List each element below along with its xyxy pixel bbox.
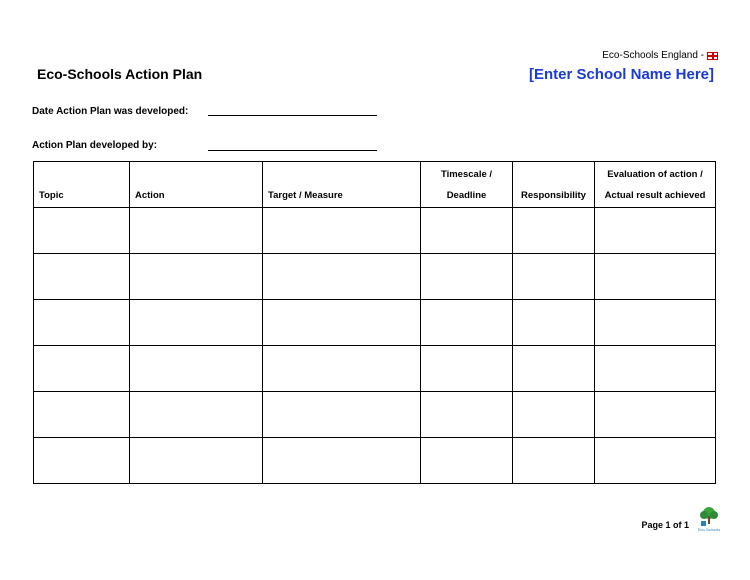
- cell-target-measure[interactable]: [263, 346, 421, 392]
- table-row: [34, 300, 716, 346]
- cell-action[interactable]: [130, 438, 263, 484]
- cell-target-measure[interactable]: [263, 392, 421, 438]
- date-developed-input-line[interactable]: [208, 115, 377, 116]
- cell-evaluation[interactable]: [595, 346, 716, 392]
- cell-target-measure[interactable]: [263, 300, 421, 346]
- column-header-action: Action: [130, 162, 263, 208]
- cell-timescale[interactable]: [421, 346, 513, 392]
- cell-topic[interactable]: [34, 254, 130, 300]
- uk-flag-icon: [707, 52, 718, 60]
- cell-responsibility[interactable]: [513, 438, 595, 484]
- cell-responsibility[interactable]: [513, 208, 595, 254]
- cell-timescale[interactable]: [421, 300, 513, 346]
- page-number: Page 1 of 1: [641, 520, 689, 530]
- column-header-target-measure: Target / Measure: [263, 162, 421, 208]
- column-header-evaluation: Evaluation of action / Actual result achieved: [595, 162, 716, 208]
- cell-timescale[interactable]: [421, 438, 513, 484]
- table-row: [34, 208, 716, 254]
- cell-target-measure[interactable]: [263, 254, 421, 300]
- cell-action[interactable]: [130, 208, 263, 254]
- cell-action[interactable]: [130, 254, 263, 300]
- cell-evaluation[interactable]: [595, 254, 716, 300]
- table-row: [34, 346, 716, 392]
- cell-responsibility[interactable]: [513, 254, 595, 300]
- cell-responsibility[interactable]: [513, 392, 595, 438]
- cell-timescale[interactable]: [421, 392, 513, 438]
- table-header-row: [34, 162, 716, 208]
- org-label: [602, 50, 718, 61]
- date-developed-label: Date Action Plan was developed:: [32, 106, 189, 117]
- cell-evaluation[interactable]: [595, 300, 716, 346]
- page-title: Eco-Schools Action Plan: [37, 66, 203, 82]
- cell-evaluation[interactable]: [595, 392, 716, 438]
- cell-timescale[interactable]: [421, 254, 513, 300]
- developed-by-input-line[interactable]: [208, 150, 377, 151]
- cell-action[interactable]: [130, 346, 263, 392]
- cell-action[interactable]: [130, 300, 263, 346]
- column-header-timescale: Timescale / Deadline: [421, 162, 513, 208]
- cell-responsibility[interactable]: [513, 300, 595, 346]
- cell-topic[interactable]: [34, 346, 130, 392]
- org-text: Eco-Schools England -: [602, 50, 704, 61]
- cell-target-measure[interactable]: [263, 438, 421, 484]
- developed-by-label: Action Plan developed by:: [32, 140, 158, 151]
- cell-target-measure[interactable]: [263, 208, 421, 254]
- cell-action[interactable]: [130, 392, 263, 438]
- cell-timescale[interactable]: [421, 208, 513, 254]
- cell-evaluation[interactable]: [595, 208, 716, 254]
- cell-responsibility[interactable]: [513, 346, 595, 392]
- cell-topic[interactable]: [34, 438, 130, 484]
- cell-topic[interactable]: [34, 300, 130, 346]
- column-header-responsibility: Responsibility: [513, 162, 595, 208]
- action-plan-table: [33, 161, 716, 484]
- column-header-topic: Topic: [34, 162, 130, 208]
- eco-schools-logo: [698, 506, 720, 532]
- table-row: [34, 254, 716, 300]
- table-row: [34, 392, 716, 438]
- cell-evaluation[interactable]: [595, 438, 716, 484]
- cell-topic[interactable]: [34, 392, 130, 438]
- table-row: [34, 438, 716, 484]
- svg-text:Eco-Schools: Eco-Schools: [698, 527, 720, 532]
- school-name-field[interactable]: [Enter School Name Here]: [528, 66, 714, 83]
- cell-topic[interactable]: [34, 208, 130, 254]
